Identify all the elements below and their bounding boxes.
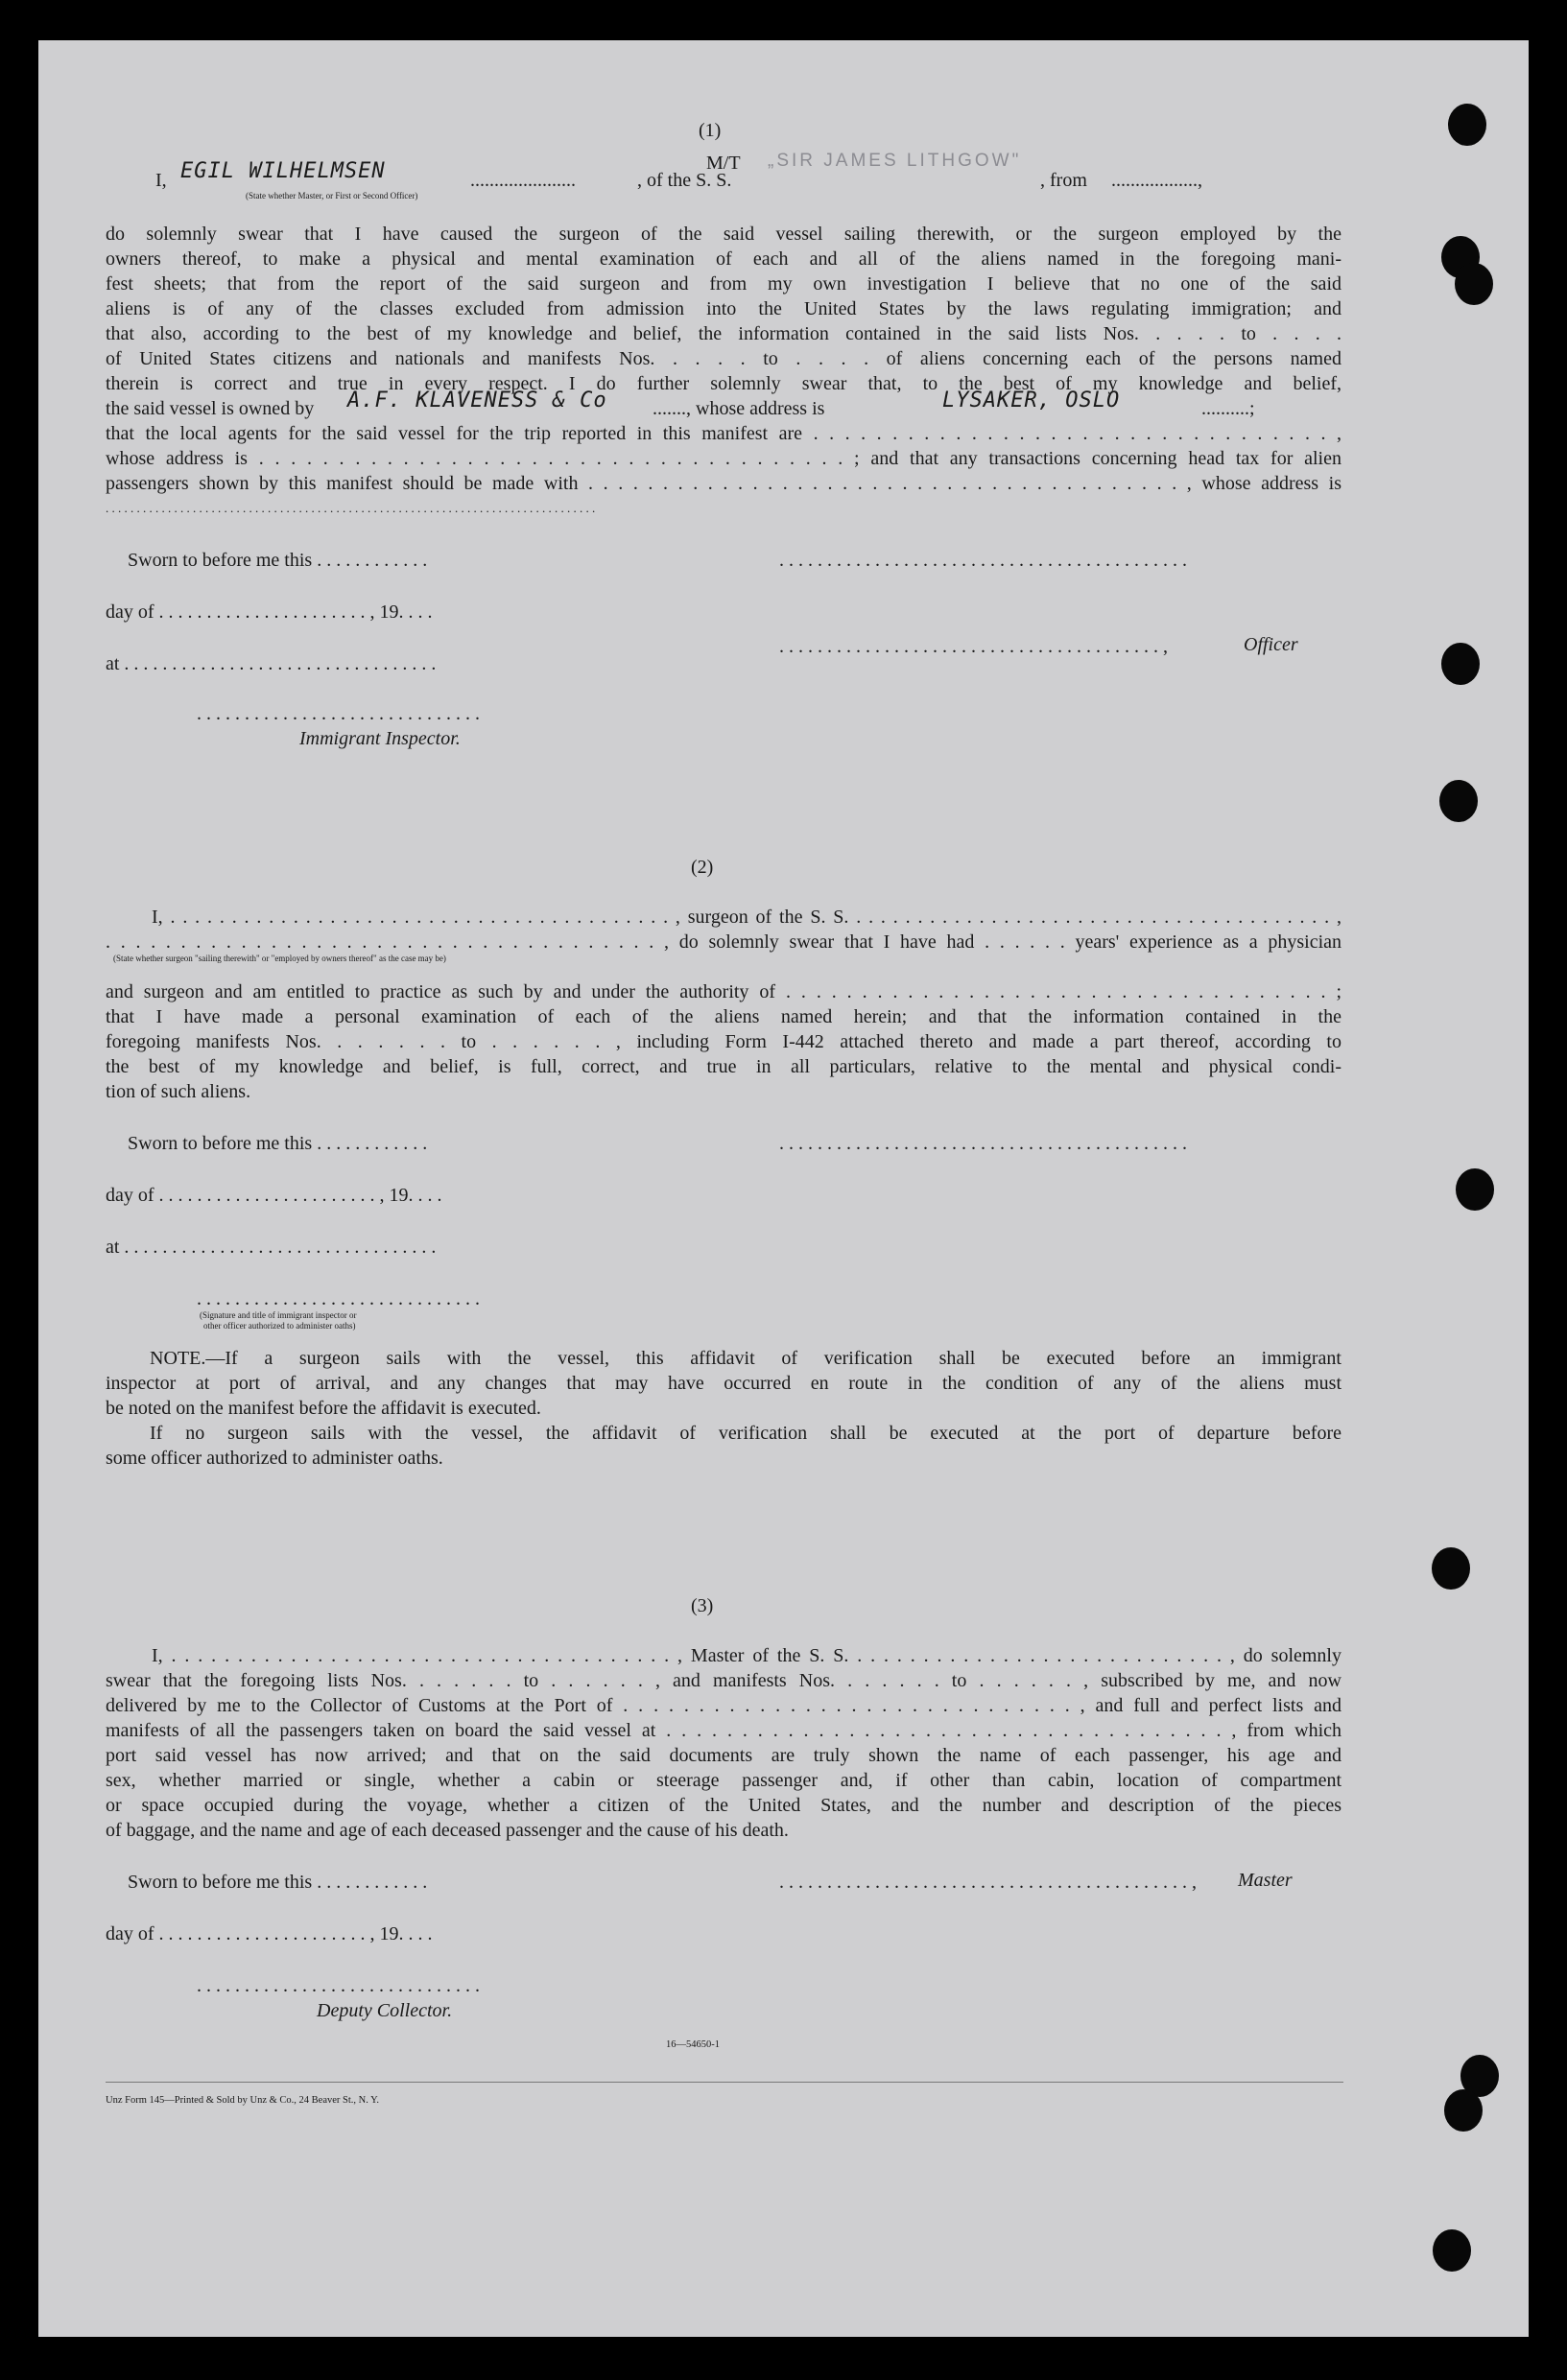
- sworn-line: Sworn to before me this . . . . . . . . . . . .: [128, 550, 428, 571]
- master-name-dots: ......................: [470, 170, 576, 191]
- footer-rule: [106, 2082, 1343, 2083]
- owned-by-label: the said vessel is owned by: [106, 398, 315, 419]
- signature-dots: . . . . . . . . . . . . . . . . . . . . . . . . . . . . . . . . . . . . . . . . . . .: [779, 1133, 1187, 1154]
- from-dots: ..................,: [1111, 170, 1202, 191]
- day-of-line: day of . . . . . . . . . . . . . . . . . . . . . . . , 19. . . .: [106, 1185, 442, 1206]
- day-of-line: day of . . . . . . . . . . . . . . . . . . . . . . , 19. . . .: [106, 1923, 433, 1944]
- footer-printer-note: Unz Form 145—Printed & Sold by Unz & Co., 24 Beaver St., N. Y.: [106, 2095, 379, 2106]
- master-name-handwritten: EGIL WILHELMSEN: [180, 159, 386, 183]
- owner-address-dots: ..........;: [1201, 398, 1255, 419]
- oath-line: owners thereof, to make a physical and mental examination of each and all of the aliens named in the foregoing mani-: [106, 248, 1341, 270]
- master-role-note: (State whether Master, or First or Second Officer): [246, 191, 418, 200]
- oath-line: do solemnly swear that I have caused the surgeon of the said vessel sailing therewith, or the surgeon employed by the: [106, 224, 1341, 245]
- signature-note: other officer authorized to administer oaths): [203, 1321, 356, 1331]
- immigrant-inspector-label: Immigrant Inspector.: [299, 728, 461, 749]
- master-oath-line: I, . . . . . . . . . . . . . . . . . . . . . . . . . . . . . . . . . . . . . . , Master of the S. S. . . . . . . . . . . . . . . . . . . . . . . . . . . . . , do solemnly: [152, 1645, 1341, 1666]
- note-line: some officer authorized to administer oaths.: [106, 1448, 443, 1469]
- owner-address-handwritten: LYSAKER, OSLO: [942, 389, 1121, 412]
- oath-line: of United States citizens and nationals and manifests Nos. . . . . to . . . . of aliens concerning each of the persons named: [106, 348, 1341, 369]
- surgeon-oath-line: and surgeon and am entitled to practice as such by and under the authority of . . . . . . . . . . . . . . . . . . . . . . . . . . . . . . . . . . . . ;: [106, 981, 1341, 1002]
- punch-hole: [1439, 780, 1478, 822]
- at-line: at . . . . . . . . . . . . . . . . . . . . . . . . . . . . . . . . .: [106, 653, 437, 674]
- vessel-name-stamp: „SIR JAMES LITHGOW": [768, 151, 1022, 171]
- master-oath-line: sex, whether married or single, whether a cabin or steerage passenger and, if other than cabin, location of compartment: [106, 1770, 1341, 1791]
- oath-line: therein is correct and true in every respect. I do further solemnly swear that, to the best of my knowledge and belief,: [106, 373, 1341, 394]
- surgeon-oath-line: foregoing manifests Nos. . . . . . . to . . . . . . , including Form I-442 attached thereto and made a part thereof, according to: [106, 1031, 1341, 1052]
- sworn-line: Sworn to before me this . . . . . . . . . . . .: [128, 1133, 428, 1154]
- form-page: [38, 40, 1529, 2337]
- section-1-number: (1): [699, 120, 722, 141]
- collector-signature-dots: . . . . . . . . . . . . . . . . . . . . . . . . . . . . . .: [197, 1975, 480, 1996]
- section-3-number: (3): [691, 1595, 714, 1616]
- master-oath-line: port said vessel has now arrived; and that on the said documents are truly shown the name of each passenger, his age and: [106, 1745, 1341, 1766]
- surgeon-oath-line: tion of such aliens.: [106, 1081, 251, 1102]
- surgeon-role-note: (State whether surgeon "sailing therewith" or "employed by owners thereof" as the case may be): [113, 954, 446, 963]
- form-code: 16—54650-1: [666, 2039, 720, 2050]
- section-2-number: (2): [691, 857, 714, 878]
- inspector-signature-dots: . . . . . . . . . . . . . . . . . . . . . . . . . . . . . .: [197, 703, 480, 724]
- note-line: inspector at port of arrival, and any changes that may have occurred en route in the condition of any of the aliens must: [106, 1373, 1341, 1394]
- owner-handwritten: A.F. KLAVENESS & Co: [347, 389, 607, 412]
- master-oath-line: swear that the foregoing lists Nos. . . . . . . to . . . . . . , and manifests Nos. . . . . . . to . . . . . . , subscribed by me, and now: [106, 1670, 1341, 1691]
- punch-hole: [1432, 1547, 1470, 1590]
- punch-hole: [1455, 263, 1493, 305]
- owner-address-label: ......., whose address is: [653, 398, 825, 419]
- oath-line: . . . . . . . . . . . . . . . . . . . . . . . . . . . . . . . . . . . . . . . . . . . . . . . . . . . . . . . . . . . . . . . . . . . . . . . . . . . . . . .: [106, 501, 596, 515]
- oath-line: whose address is . . . . . . . . . . . . . . . . . . . . . . . . . . . . . . . . . . . . . ; and that any transactions concerning head tax for alien: [106, 448, 1341, 469]
- punch-hole: [1441, 643, 1480, 685]
- officer-dots: . . . . . . . . . . . . . . . . . . . . . . . . . . . . . . . . . . . . . . . . ,: [779, 636, 1168, 657]
- deputy-collector-label: Deputy Collector.: [317, 2000, 453, 2021]
- surgeon-oath-line: that I have made a personal examination of each of the aliens named herein; and that the information contained in the: [106, 1006, 1341, 1027]
- signature-note: (Signature and title of immigrant inspector or: [200, 1310, 357, 1320]
- surgeon-oath-line: the best of my knowledge and belief, is full, correct, and true in all particulars, relative to the mental and physical condi-: [106, 1056, 1341, 1077]
- signature-dots: . . . . . . . . . . . . . . . . . . . . . . . . . . . . . . . . . . . . . . . . . . .: [779, 550, 1187, 571]
- master-oath-line: delivered by me to the Collector of Customs at the Port of . . . . . . . . . . . . . . . . . . . . . . . . . . . . . . , and full and perfect lists and: [106, 1695, 1341, 1716]
- master-signature-dots: . . . . . . . . . . . . . . . . . . . . . . . . . . . . . . . . . . . . . . . . . . . ,: [779, 1872, 1197, 1893]
- master-oath-line: or space occupied during the voyage, whether a citizen of the United States, and the number and description of the pieces: [106, 1795, 1341, 1816]
- surgeon-line: I, . . . . . . . . . . . . . . . . . . . . . . . . . . . . . . . . . . . . . . . . . , surgeon of the S. S. . . . . . . . . . . . . . . . . . . . . . . . . . . . . . . . . . . . . . . . ,: [152, 907, 1341, 928]
- day-of-line: day of . . . . . . . . . . . . . . . . . . . . . . , 19. . . .: [106, 601, 433, 623]
- punch-hole: [1456, 1168, 1494, 1211]
- punch-hole: [1448, 104, 1486, 146]
- at-line: at . . . . . . . . . . . . . . . . . . . . . . . . . . . . . . . . .: [106, 1237, 437, 1258]
- punch-hole: [1433, 2229, 1471, 2272]
- note-line: If no surgeon sails with the vessel, the affidavit of verification shall be executed at the port of departure before: [150, 1423, 1341, 1444]
- oath-line: passengers shown by this manifest should be made with . . . . . . . . . . . . . . . . . . . . . . . . . . . . . . . . . . . . . . . . , whose address is: [106, 473, 1341, 494]
- sworn-line: Sworn to before me this . . . . . . . . . . . .: [128, 1872, 428, 1893]
- note-line: NOTE.—If a surgeon sails with the vessel, this affidavit of verification shall be executed before an immigrant: [150, 1348, 1341, 1369]
- oath-line: that also, according to the best of my knowledge and belief, the information contained in the said lists Nos. . . . . to . . . .: [106, 323, 1341, 344]
- master-oath-line: of baggage, and the name and age of each deceased passenger and the cause of his death.: [106, 1820, 789, 1841]
- punch-hole: [1444, 2089, 1483, 2132]
- officer-label: Officer: [1244, 634, 1298, 655]
- oath-line: that the local agents for the said vessel for the trip reported in this manifest are . . . . . . . . . . . . . . . . . . . . . . . . . . . . . . . . . ,: [106, 423, 1341, 444]
- master-label: Master: [1238, 1870, 1293, 1891]
- surgeon-line: . . . . . . . . . . . . . . . . . . . . . . . . . . . . . . . . . . . . . , do solemnly swear that I have had . . . . . . years' experience as a physician: [106, 931, 1341, 953]
- inspector-signature-dots: . . . . . . . . . . . . . . . . . . . . . . . . . . . . . .: [197, 1288, 480, 1309]
- master-oath-line: manifests of all the passengers taken on board the said vessel at . . . . . . . . . . . . . . . . . . . . . . . . . . . . . . . . . . . . . , from which: [106, 1720, 1341, 1741]
- oath-line: fest sheets; that from the report of the said surgeon and from my own investigation I believe that no one of the said: [106, 273, 1341, 295]
- vessel-type-mt: M/T: [706, 153, 741, 174]
- oath-line: aliens is of any of the classes excluded from admission into the United States by the laws regulating immigration; and: [106, 298, 1341, 319]
- from-label: , from: [1040, 170, 1087, 191]
- of-the-ss-label: , of the S. S.: [637, 170, 732, 191]
- note-line: be noted on the manifest before the affidavit is executed.: [106, 1398, 541, 1419]
- master-pronoun: I,: [155, 170, 167, 191]
